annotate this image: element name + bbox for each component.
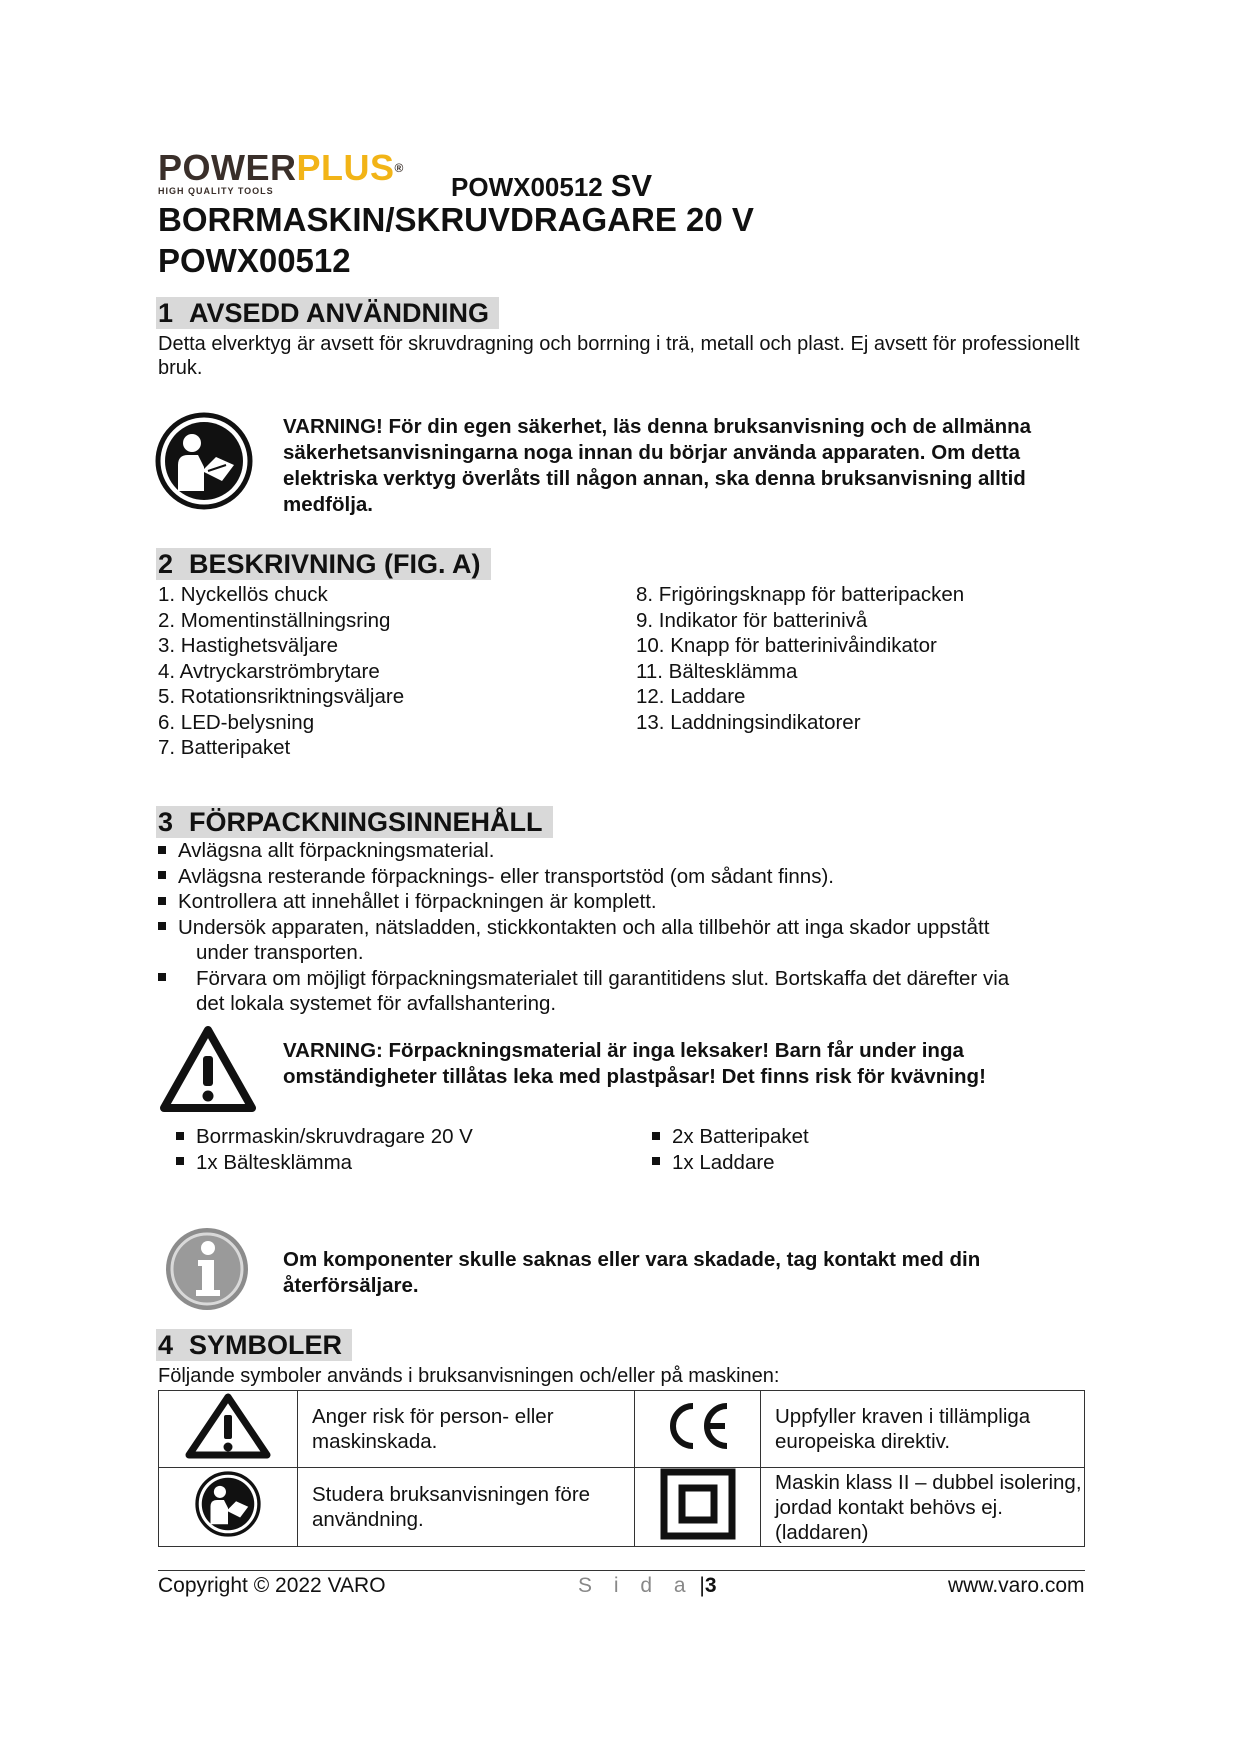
table-row <box>159 1468 1085 1547</box>
symbol-cell <box>635 1468 761 1547</box>
brand-wordmark <box>158 147 430 188</box>
list-item-continuation: det lokala systemet för avfallshantering. <box>196 992 557 1015</box>
package-contents-right <box>652 1124 809 1175</box>
table-row <box>159 1391 1085 1468</box>
symbol-cell <box>159 1468 298 1547</box>
footer-divider <box>158 1570 1085 1571</box>
section-heading-2 <box>156 548 491 580</box>
description-list-left <box>158 582 404 761</box>
section-number: 1 <box>158 298 174 328</box>
page-title-model: POWX00512 <box>158 242 351 279</box>
section-number: 2 <box>158 549 174 579</box>
list-item: 5. Rotationsriktningsväljare <box>158 685 405 708</box>
bullet-icon <box>652 1157 660 1165</box>
list-item: Avlägsna allt förpackningsmaterial. <box>158 838 1009 864</box>
warning-triangle-icon <box>158 1024 258 1114</box>
list-item: 12. Laddare <box>636 685 746 708</box>
list-item: 4. Avtryckarströmbrytare <box>158 659 380 683</box>
list-item: 9. Indikator för batterinivå <box>636 608 868 632</box>
symbol-cell <box>159 1391 298 1468</box>
read-manual-icon <box>182 1469 274 1539</box>
list-item: Avlägsna resterande förpacknings- eller transportstöd (om sådant finns). <box>158 864 1009 890</box>
list-item-continuation: under transporten. <box>196 941 364 964</box>
list-item: 2. Momentinställningsring <box>158 608 391 632</box>
list-item: 1x Laddare <box>652 1150 809 1176</box>
model-language-line <box>451 168 652 204</box>
read-manual-icon <box>154 409 254 513</box>
bullet-icon <box>158 922 166 930</box>
list-item: Kontrollera att innehållet i förpackningen är komplett. <box>158 889 1009 915</box>
description-list-right <box>636 582 964 735</box>
safety-warning-text: VARNING! För din egen säkerhet, läs denna bruksanvisning och de allmänna säkerhetsanvisningarna noga innan du börjar använda apparaten. Om detta elektriska verktyg överlåts till någon annan, ska denna bruksanvisning alltid medfölja. <box>283 415 1032 516</box>
list-item: 8. Frigöringsknapp för batteripacken <box>636 583 965 606</box>
packaging-bullets <box>158 838 1009 1017</box>
symbol-description: Studera bruksanvisningen före användning. <box>298 1468 635 1547</box>
bullet-icon <box>158 846 166 854</box>
bullet-icon <box>158 897 166 905</box>
list-item: Borrmaskin/skruvdragare 20 V <box>176 1124 473 1150</box>
bullet-icon <box>158 973 166 981</box>
list-item: 6. LED-belysning <box>158 710 315 734</box>
list-item: 2x Batteripaket <box>652 1124 809 1150</box>
symbols-table <box>158 1390 1085 1547</box>
symbol-description: Uppfyller kraven i tillämpliga europeiska direktiv. <box>761 1391 1085 1468</box>
page-label: S i d a <box>578 1574 694 1597</box>
footer-website: www.varo.com <box>948 1574 1085 1597</box>
brand-tagline: HIGH QUALITY TOOLS <box>158 186 274 196</box>
list-item: 10. Knapp för batterinivåindikator <box>636 634 937 657</box>
page-separator: | <box>699 1574 705 1597</box>
section-heading-4 <box>156 1329 352 1361</box>
section-title: SYMBOLER <box>189 1330 343 1360</box>
section-number: 3 <box>158 807 174 837</box>
footer-page-indicator <box>578 1574 717 1598</box>
package-contents-left <box>176 1124 473 1175</box>
list-item: 11. Bälteskläm​ma <box>636 659 798 683</box>
missing-parts-info-text: Om komponenter skulle saknas eller vara skadade, tag kontakt med din återförsäljare. <box>283 1248 981 1297</box>
list-item: 13. Laddningsindikatorer <box>636 710 861 734</box>
section-number: 4 <box>158 1330 174 1360</box>
page-title: BORRMASKIN/SKRUVDRAGARE 20 V <box>158 201 754 238</box>
list-item: 1. Nyckellös chuck <box>158 583 328 606</box>
bullet-icon <box>652 1132 660 1140</box>
footer-copyright: Copyright © 2022 VARO <box>158 1574 386 1597</box>
bullet-icon <box>176 1157 184 1165</box>
symbol-description: Maskin klass II – dubbel isolering, jordad kontakt behövs ej. (laddaren) <box>761 1468 1085 1547</box>
page-number: 3 <box>704 1574 717 1597</box>
ce-mark-icon <box>663 1398 733 1454</box>
brand-name-part1: POWER <box>158 147 297 188</box>
section-heading-1 <box>156 297 499 329</box>
list-item: Förvara om möjligt förpackningsmaterialet till garantitidens slut. Bortskaffa det därefter via <box>158 966 1009 992</box>
symbols-intro-text: Följande symboler används i bruksanvisningen och/eller på maskinen: <box>158 1365 780 1387</box>
model-code: POWX00512 <box>451 172 603 202</box>
list-item: 7. Batteripaket <box>158 736 291 759</box>
class-ii-insulation-icon <box>660 1468 736 1540</box>
section-title: FÖRPACKNINGSINNEHÅLL <box>189 807 543 837</box>
info-icon <box>164 1226 250 1312</box>
section-title: AVSEDD ANVÄNDNING <box>189 298 490 328</box>
bullet-icon <box>158 871 166 879</box>
bullet-icon <box>176 1132 184 1140</box>
list-item: 1x Bälteskläm​ma <box>176 1150 473 1176</box>
symbol-cell <box>635 1391 761 1468</box>
brand-name-part2: PLUS <box>296 147 395 188</box>
list-item: Undersök apparaten, nätsladden, stickkontakten och alla tillbehör att inga skador uppstått <box>158 915 1009 941</box>
section-title: BESKRIVNING (FIG. A) <box>189 549 481 579</box>
language-code: SV <box>610 168 653 203</box>
section-heading-3 <box>156 806 553 838</box>
warning-triangle-icon <box>183 1391 273 1461</box>
packaging-warning-text: VARNING: Förpackningsmaterial är inga leksaker! Barn får under inga omständigheter tillåtas leka med plastpåsar! Det finns risk för kvävning! <box>283 1039 986 1088</box>
list-item: 3. Hastighetsväljare <box>158 634 339 657</box>
symbol-description: Anger risk för person- eller maskinskada. <box>298 1391 635 1468</box>
intended-use-text: Detta elverktyg är avsett för skruvdragning och borrning i trä, metall och plast. Ej avsett för professionellt bruk. <box>158 333 1080 379</box>
registered-mark: ® <box>394 161 404 175</box>
brand-logo <box>158 147 430 196</box>
